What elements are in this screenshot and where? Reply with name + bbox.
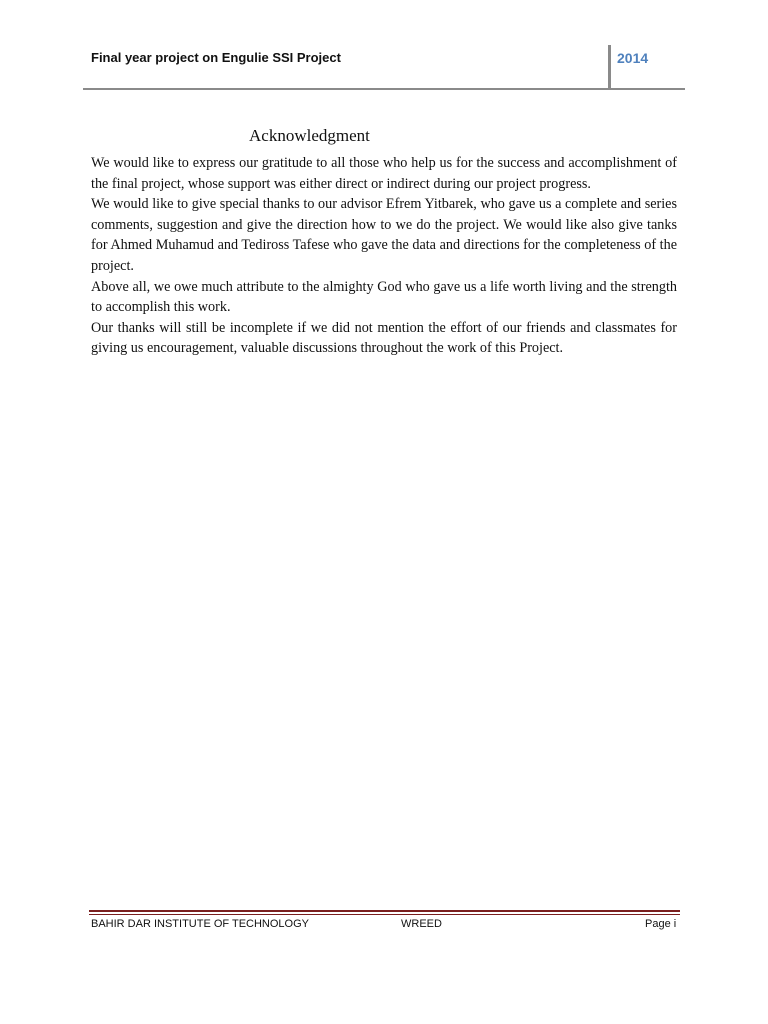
footer-department: WREED [401,918,442,930]
footer-rule [89,910,680,912]
page-title: Acknowledgment [249,126,370,145]
page-number: Page i [645,918,677,930]
header-year: 2014 [617,50,649,66]
footer-rule-thin [89,914,680,915]
header-title: Final year project on Engulie SSI Project [91,50,341,65]
paragraph: We would like to give special thanks to our advisor Efrem Yitbarek, who gave us a complete and series comments, suggestion and give the direction how to we do the project. We would like also give tanks for Ahmed Muhamud and Tediross Tafese who gave the data and directions for the completeness of the project. [91,196,677,274]
paragraph: We would like to express our gratitude to all those who help us for the success and accomplishment of the final project, whose support was either direct or indirect during our project progress. [91,155,677,192]
paragraph: Above all, we owe much attribute to the almighty God who gave us a life worth living and the strength to accomplish this work. [91,278,677,316]
paragraph: Our thanks will still be incomplete if we did not mention the effort of our friends and classmates for giving us encouragement, valuable discussions throughout the work of this Project. [91,319,677,357]
body-text [91,153,677,359]
header-rule [83,88,685,90]
footer-institution: BAHIR DAR INSTITUTE OF TECHNOLOGY [91,918,309,930]
header-vertical-divider [608,45,611,88]
